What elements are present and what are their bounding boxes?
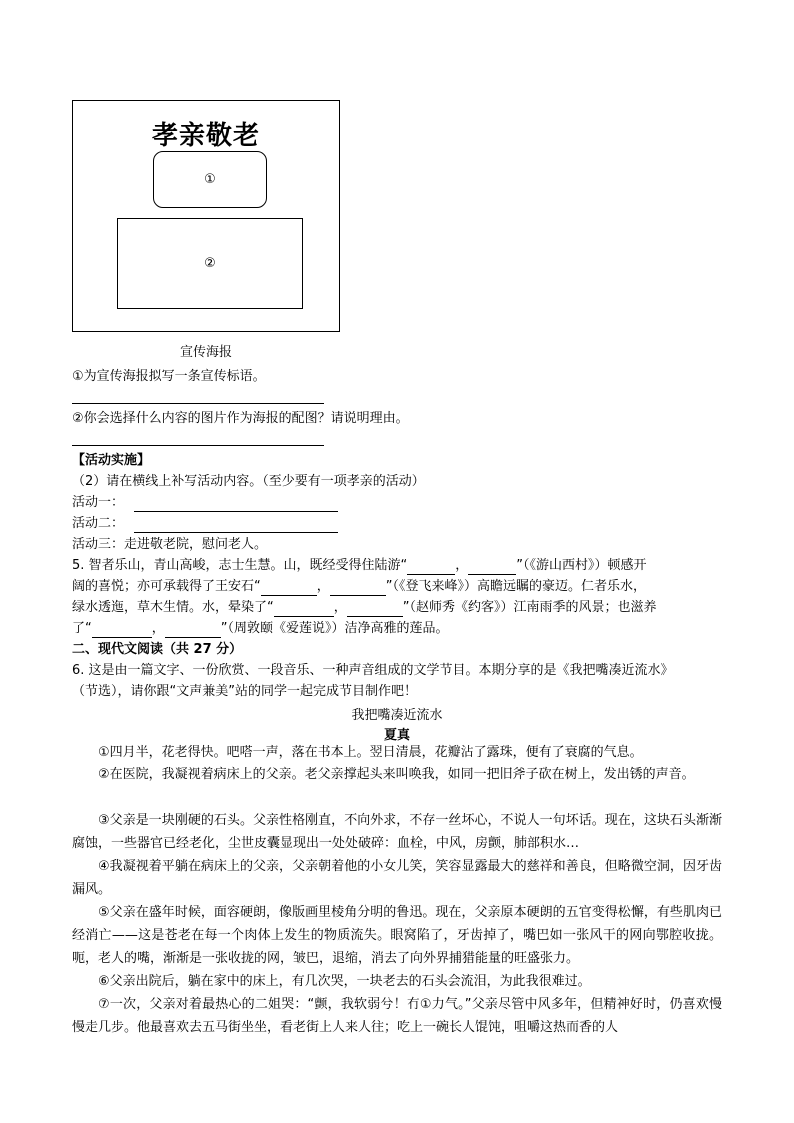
q5-text: ”（《登飞来峰》）高瞻远瞩的豪迈。仁者乐水， (385, 579, 647, 594)
activity-three: 活动三：走进敬老院，慰问老人。 (72, 537, 268, 552)
q5-text: 阔的喜悦；亦可承载得了王安石“ (72, 579, 261, 594)
q5-text: ， (333, 600, 347, 615)
q5-blank-1[interactable] (407, 560, 455, 575)
q5-line-3 (72, 599, 657, 617)
article-author: 夏真 (383, 728, 410, 743)
q5-text: ， (455, 558, 469, 573)
article-paragraph-1: ①四月半，花老得快。吧嗒一声，落在书本上。翌日清晨，花瓣沾了露珠，便有了衰腐的气息。 (98, 745, 643, 760)
poster-image-box (117, 218, 303, 309)
article-paragraph-3: ③父亲是一块刚硬的石头。父亲性格刚直，不向外求，不存一丝坏心，不说人一句坏话。现在，这块石头渐渐腐蚀，一些器官已经老化，尘世皮囊显现出一处处破碎：血栓，中风，房颤，肺部积水… (72, 813, 722, 851)
q5-blank-3[interactable] (261, 581, 317, 596)
activity-two-label: 活动二： (72, 516, 125, 531)
poster-title: 孝亲敬老 (151, 121, 260, 151)
article-paragraph-6: ⑥父亲出院后，躺在家中的床上，有几次哭，一块老去的石头会流泪，为此我很难过。 (98, 974, 591, 989)
poster-image-marker: ② (204, 256, 216, 271)
question-image: ②你会选择什么内容的图片作为海报的配图？请说明理由。 (72, 411, 409, 426)
q5-line-1 (72, 557, 647, 575)
q5-text: ， (316, 579, 330, 594)
q5-blank-8[interactable] (165, 623, 221, 638)
activity-heading: 【活动实施】 (72, 453, 151, 468)
q5-blank-2[interactable] (468, 560, 516, 575)
q5-text: 5. 智者乐山，青山高峻，志士生慧。山，既经受得住陆游“ (72, 558, 408, 573)
q5-text: 绿水透迤，草木生情。水，晕染了“ (72, 600, 274, 615)
activity-one (72, 494, 338, 512)
activity-one-label: 活动一： (72, 495, 125, 510)
q5-text: ， (151, 621, 165, 636)
q6-intro-1: 6. 这是由一篇文字、一份欣赏、一段音乐、一种声音组成的文学节目。本期分享的是《我把嘴凑近流水》 (72, 663, 674, 678)
q5-blank-7[interactable] (92, 623, 152, 638)
article-paragraph-5: ⑤父亲在盛年时候，面容硬朗，像版画里棱角分明的鲁迅。现在，父亲原本硬朗的五官变得松懈，有些肌肉已经消亡——这是苍老在每一个肉体上发生的物质流失。眼窝陷了，牙齿掉了，嘴巴如一张风干的网向鄂腔收拢。呃，老人的嘴，渐渐是一张收拢的网，皱巴，退缩，消去了向外界捕猎能量的旺盛张力。 (72, 905, 722, 966)
q5-blank-4[interactable] (330, 581, 386, 596)
activity-one-blank[interactable] (134, 497, 338, 512)
activity-two-blank[interactable] (134, 518, 338, 533)
article-paragraph-7: ⑦一次，父亲对着最热心的二姐哭：“颤，我软弱兮！冇①力气。”父亲尽管中风多年，但精神好时，仍喜欢慢慢走几步。他最喜欢去五马街坐坐，看老街上人来人往；吃上一碗长人馄饨，咀嚼这热而香的人 (72, 997, 722, 1035)
q5-blank-5[interactable] (274, 602, 334, 617)
q5-text: ”（周敦颐《爱莲说》）洁净高雅的莲品。 (220, 621, 449, 636)
q5-text: ”（赵师秀《约客》）江南雨季的风景；也滋养 (402, 600, 657, 615)
poster-caption: 宣传海报 (179, 345, 232, 360)
question-slogan: ①为宣传海报拟写一条宣传标语。 (72, 369, 266, 384)
activity-two (72, 515, 338, 533)
article-paragraph-4: ④我凝视着平躺在病床上的父亲，父亲朝着他的小女儿笑，笑容显露最大的慈祥和善良，但略微空洞，因牙齿漏风。 (72, 859, 722, 897)
q5-line-2 (72, 578, 646, 596)
poster-slogan-box (153, 151, 267, 208)
poster-slogan-marker: ① (204, 172, 216, 187)
activity-prompt: （2）请在横线上补写活动内容。（至少要有一项孝亲的活动） (72, 474, 425, 489)
q5-text: ”（《游山西村》）顿感开 (516, 558, 647, 573)
article-paragraph-2: ②在医院，我凝视着病床上的父亲。老父亲撑起头来叫唤我，如同一把旧斧子砍在树上，发出锈的声音。 (98, 767, 695, 782)
poster-frame (72, 100, 340, 332)
article-title: 我把嘴凑近流水 (351, 708, 443, 723)
answer-line-slogan[interactable] (72, 403, 324, 404)
q6-intro-2: （节选），请你跟“文声兼美”站的同学一起完成节目制作吧！ (72, 684, 417, 699)
answer-line-image[interactable] (72, 445, 324, 446)
section-heading: 二、现代文阅读（共 27 分） (72, 642, 243, 657)
q5-line-4 (72, 620, 449, 638)
q5-text: 了“ (72, 621, 92, 636)
q5-blank-6[interactable] (347, 602, 403, 617)
